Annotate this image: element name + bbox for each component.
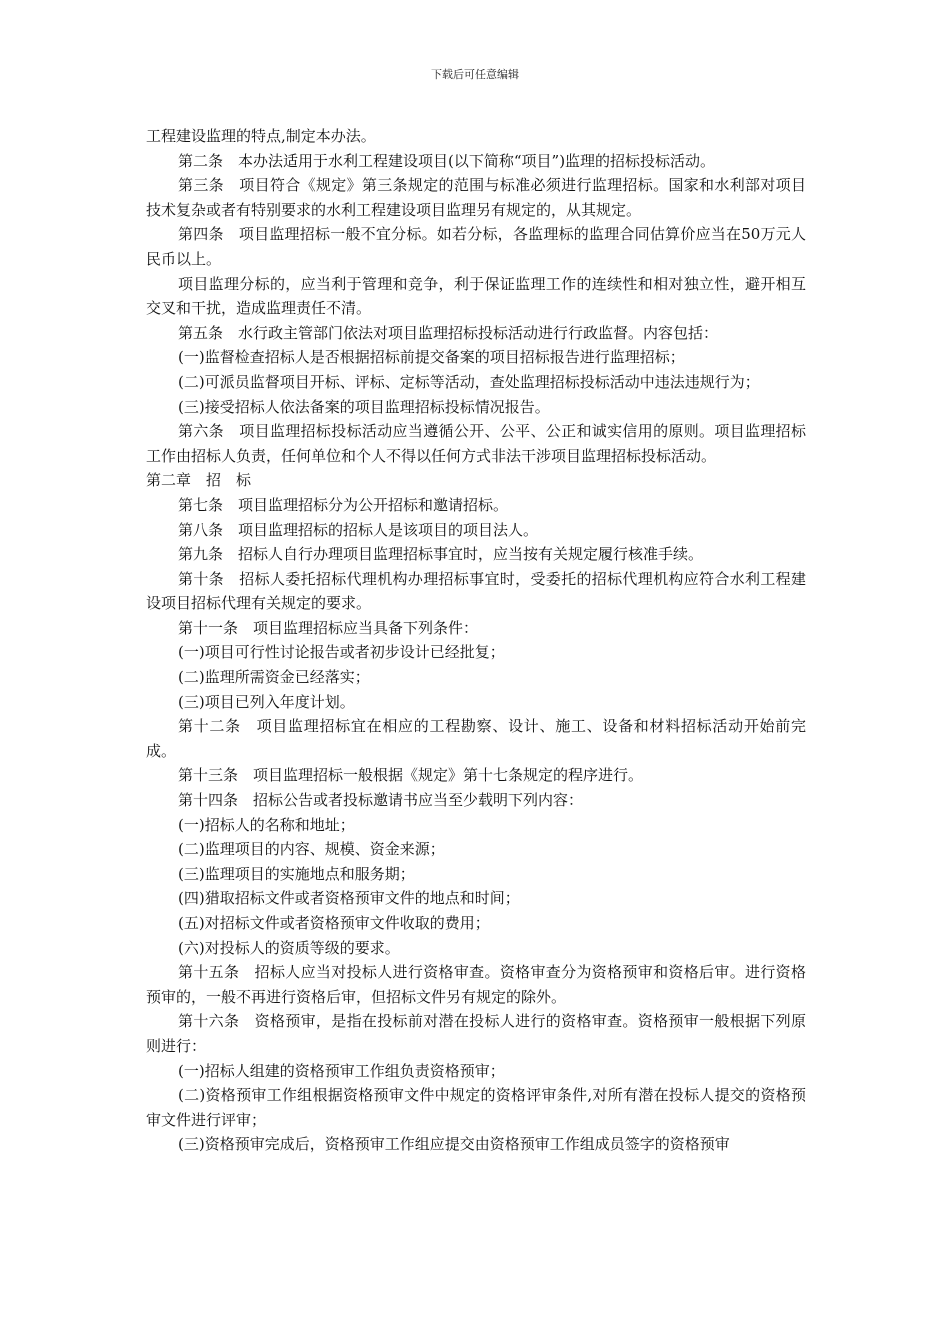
- paragraph: (一)项目可行性讨论报告或者初步设计已经批复；: [178, 643, 505, 662]
- paragraph: (一)招标人的名称和地址；: [178, 815, 355, 834]
- paragraph: (一)招标人组建的资格预审工作组负责资格预审；: [178, 1061, 505, 1080]
- paragraph: (二)监理项目的内容、规模、资金来源；: [178, 840, 445, 859]
- paragraph: 第四条 项目监理招标一般不宜分标。如若分标，各监理标的监理合同估算价应当在50万元人民币以上。: [146, 225, 806, 268]
- paragraph: (二)监理所需资金已经落实；: [178, 668, 370, 687]
- paragraph: (四)猎取招标文件或者资格预审文件的地点和时间；: [178, 889, 520, 908]
- paragraph: (三)监理项目的实施地点和服务期；: [178, 864, 415, 883]
- paragraph: (一)监督检查招标人是否根据招标前提交备案的项目招标报告进行监理招标；: [178, 348, 685, 367]
- paragraph: (五)对招标文件或者资格预审文件收取的费用；: [178, 914, 490, 932]
- paragraph: (二)可派员监督项目开标、评标、定标等活动，查处监理招标投标活动中违法违规行为；: [178, 372, 760, 391]
- paragraph: 第二条 本办法适用于水利工程建设项目(以下简称“项目”)监理的招标投标活动。: [178, 151, 716, 170]
- document-body: [146, 124, 806, 1157]
- paragraph: 第十四条 招标公告或者投标邀请书应当至少载明下列内容：: [178, 791, 584, 810]
- paragraph: 第十五条 招标人应当对投标人进行资格审查。资格审查分为资格预审和资格后审。进行资格预审的，一般不再进行资格后审，但招标文件另有规定的除外。: [146, 963, 806, 1006]
- page-header: 下载后可任意编辑: [431, 68, 519, 81]
- paragraph: 第六条 项目监理招标投标活动应当遵循公开、公平、公正和诚实信用的原则。项目监理招标工作由招标人负责，任何单位和个人不得以任何方式非法干涉项目监理招标投标活动。: [146, 422, 806, 465]
- paragraph: 工程建设监理的特点,制定本办法。: [146, 127, 376, 145]
- paragraph: 项目监理分标的，应当利于管理和竞争，利于保证监理工作的连续性和相对独立性，避开相互交叉和干扰，造成监理责任不清。: [146, 274, 806, 318]
- paragraph: 第五条 水行政主管部门依法对项目监理招标投标活动进行行政监督。内容包括：: [178, 323, 719, 342]
- paragraph: (二)资格预审工作组根据资格预审文件中规定的资格评审条件,对所有潜在投标人提交的资格预审文件进行评审；: [146, 1086, 806, 1129]
- paragraph: 第十一条 项目监理招标应当具备下列条件：: [178, 618, 479, 637]
- paragraph: (六)对投标人的资质等级的要求。: [178, 938, 400, 957]
- paragraph: 第三条 项目符合《规定》第三条规定的范围与标准必须进行监理招标。国家和水利部对项目技术复杂或者有特别要求的水利工程建设项目监理另有规定的，从其规定。: [146, 176, 806, 219]
- paragraph: 第十二条 项目监理招标宜在相应的工程勘察、设计、施工、设备和材料招标活动开始前完成。: [146, 717, 806, 760]
- paragraph: 第二章 招 标: [146, 471, 252, 490]
- paragraph: 第七条 项目监理招标分为公开招标和邀请招标。: [178, 495, 509, 514]
- paragraph: (三)接受招标人依法备案的项目监理招标投标情况报告。: [178, 397, 550, 416]
- paragraph: 第十六条 资格预审，是指在投标前对潜在投标人进行的资格审查。资格预审一般根据下列原则进行：: [146, 1012, 806, 1055]
- paragraph: (三)资格预审完成后，资格预审工作组应提交由资格预审工作组成员签字的资格预审: [178, 1135, 730, 1154]
- paragraph: 第八条 项目监理招标的招标人是该项目的项目法人。: [178, 520, 539, 539]
- paragraph: 第十条 招标人委托招标代理机构办理招标事宜时，受委托的招标代理机构应符合水利工程建设项目招标代理有关规定的要求。: [146, 569, 806, 613]
- paragraph: (三)项目已列入年度计划。: [178, 692, 355, 711]
- paragraph: 第十三条 项目监理招标一般根据《规定》第十七条规定的程序进行。: [178, 766, 644, 785]
- paragraph: 第九条 招标人自行办理项目监理招标事宜时，应当按有关规定履行核准手续。: [178, 545, 704, 564]
